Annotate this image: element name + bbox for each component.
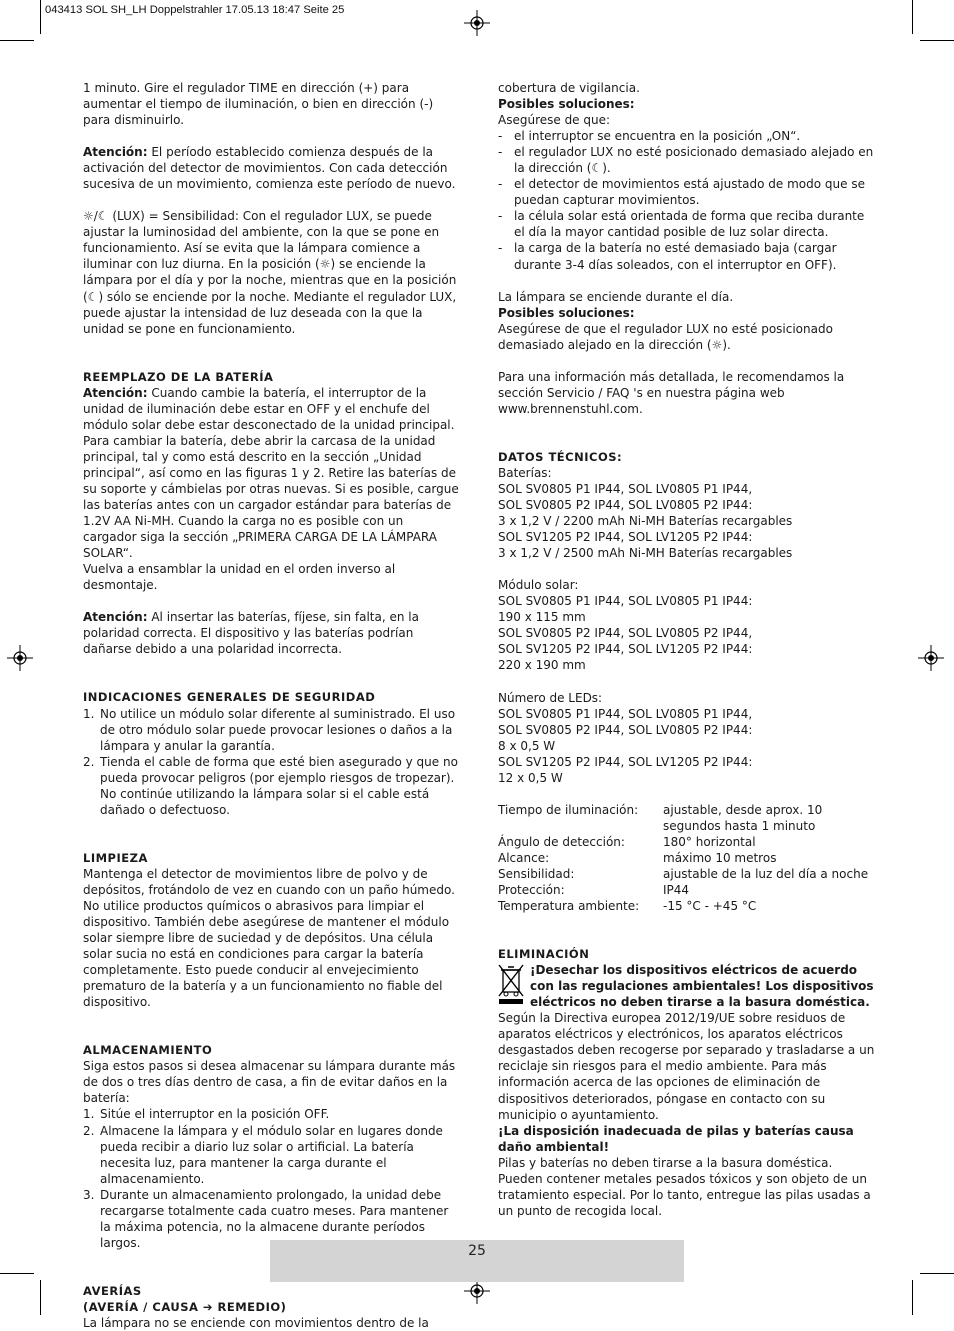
list-number: 1.: [83, 706, 95, 721]
paragraph: La lámpara se enciende durante el día.: [498, 289, 734, 304]
spec-line: SOL SV0805 P1 IP44, SOL LV0805 P1 IP44,: [498, 706, 753, 721]
spec-line: SOL SV0805 P2 IP44, SOL LV0805 P2 IP44:: [498, 498, 753, 513]
paragraph: Asegúrese de que:: [498, 113, 611, 128]
list-text: el regulador LUX no esté posicionado demasiado alejado en la dirección (☾).: [514, 145, 874, 176]
list-number: 3.: [83, 1187, 95, 1202]
list-text: el interruptor se encuentra en la posición „ON“.: [514, 129, 801, 144]
crossed-bin-icon: [498, 964, 524, 1004]
spec-row: [498, 882, 876, 898]
solutions-label: Posibles soluciones:: [498, 305, 635, 320]
spec-key: Temperatura ambiente:: [498, 899, 640, 914]
list-item: [83, 754, 459, 818]
paragraph: Pilas y baterías no deben tirarse a la basura doméstica. Pueden contener metales pesados tóxicos y son objeto de un tratamiento especial. Por lo tanto, entregue las pilas usadas a un punto de recogida local.: [498, 1155, 871, 1218]
list-dash: -: [498, 145, 503, 160]
section-heading: DATOS TÉCNICOS:: [498, 449, 623, 464]
spec-value: ajustable, desde aprox. 10 segundos hasta 1 minuto: [663, 802, 823, 833]
spec-line: 220 x 190 mm: [498, 658, 586, 673]
list-text: la carga de la batería no esté demasiado baja (cargar durante 3-4 días soleados, con el interruptor en OFF).: [514, 241, 837, 272]
spec-line: 3 x 1,2 V / 2500 mAh Ni-MH Baterías recargables: [498, 546, 793, 561]
list-number: 1.: [83, 1107, 95, 1122]
crop-mark: [40, 0, 41, 34]
registration-mark-icon: [918, 645, 944, 671]
print-slug: 043413 SOL SH_LH Doppelstrahler 17.05.13 18:47 Seite 25: [45, 4, 345, 16]
list-text: el detector de movimientos está ajustado de modo que se puedan capturar movimientos.: [514, 177, 865, 208]
paragraph: Según la Directiva europea 2012/19/UE sobre residuos de aparatos eléctricos y electrónicos, los aparatos eléctricos desgastados deben recogerse por separado y trasladarse a un reciclaje sin riesgos para el medio ambiente. Para más información acerca de las opciones de eliminación de dispositivos deteriorados, póngase en contacto con su municipio o ayuntamiento.: [498, 1011, 875, 1122]
spec-line: 3 x 1,2 V / 2200 mAh Ni-MH Baterías recargables: [498, 514, 793, 529]
page-number: 25: [468, 1243, 486, 1259]
registration-mark-icon: [464, 10, 490, 36]
paragraph: [83, 385, 459, 562]
spec-line: Número de LEDs:: [498, 690, 603, 705]
section-heading: LIMPIEZA: [83, 850, 148, 865]
spec-line: SOL SV1205 P2 IP44, SOL LV1205 P2 IP44:: [498, 642, 753, 657]
footer-band: [270, 1240, 684, 1282]
list-text: No utilice un módulo solar diferente al suministrado. El uso de otro módulo solar puede provocar lesiones o daños a la lámpara y anular la garantía.: [100, 706, 456, 753]
spec-key: Protección:: [498, 883, 565, 898]
list-item: [83, 706, 459, 754]
paragraph: Para una información más detallada, le recomendamos la sección Servicio / FAQ 's en nuestra página web www.brennenstuhl.com.: [498, 369, 845, 416]
spec-row: [498, 866, 876, 882]
spec-row: [498, 834, 876, 850]
list-number: 2.: [83, 1123, 95, 1138]
crop-mark: [920, 1273, 954, 1274]
battery-warning: ¡La disposición inadecuada de pilas y baterías causa daño ambiental!: [498, 1123, 854, 1154]
list-dash: -: [498, 241, 503, 256]
attention-label: Atención:: [83, 145, 148, 160]
paragraph-text: Al insertar las baterías, fíjese, sin falta, en la polaridad correcta. El dispositivo y las baterías podrían dañarse debido a una polaridad incorrecta.: [83, 610, 419, 657]
list-item: [83, 1106, 459, 1122]
paragraph: Asegúrese de que el regulador LUX no esté posicionado demasiado alejado en la dirección (☼).: [498, 321, 833, 352]
spec-line: SOL SV0805 P2 IP44, SOL LV0805 P2 IP44:: [498, 722, 753, 737]
right-column: [498, 80, 876, 1219]
spec-value: 180° horizontal: [663, 834, 756, 849]
crop-mark: [912, 0, 913, 34]
registration-mark-icon: [7, 645, 33, 671]
list-item: [498, 176, 876, 208]
paragraph: 1 minuto. Gire el regulador TIME en dirección (+) para aumentar el tiempo de iluminación, o bien en dirección (-) para disminuirlo.: [83, 81, 434, 128]
list-item: [498, 208, 876, 240]
spec-value: -15 °C - +45 °C: [663, 899, 757, 914]
section-heading: ALMACENAMIENTO: [83, 1043, 213, 1058]
solutions-label: Posibles soluciones:: [498, 97, 635, 112]
spec-line: SOL SV0805 P1 IP44, SOL LV0805 P1 IP44,: [498, 481, 753, 496]
paragraph: cobertura de vigilancia.: [498, 81, 640, 95]
storage-list: [83, 1106, 459, 1250]
spec-line: SOL SV0805 P2 IP44, SOL LV0805 P2 IP44,: [498, 626, 753, 641]
crop-mark: [0, 1273, 34, 1274]
disposal-warning: ¡Desechar los dispositivos eléctricos de acuerdo con las regulaciones ambientales! Los dispositivos eléctricos no deben tirarse a la basura doméstica.: [530, 963, 874, 1010]
section-heading: ELIMINACIÓN: [498, 947, 590, 962]
paragraph: [83, 609, 459, 657]
crop-mark: [912, 1280, 913, 1315]
paragraph: Vuelva a ensamblar la unidad en el orden inverso al desmontaje.: [83, 562, 396, 593]
spec-value: ajustable de la luz del día a noche: [663, 866, 869, 881]
spec-key: Sensibilidad:: [498, 866, 575, 881]
paragraph: Mantenga el detector de movimientos libre de polvo y de depósitos, frotándolo de vez en cuando con un paño húmedo. No utilice productos químicos o abrasivos para limpiar el dispositivo. También debe asegúrese de mantener el módulo solar siempre libre de suciedad y de depósitos. Una célula solar sucia no está en condiciones para cargar la batería completamente. Esto puede conducir al envejecimiento prematuro de la batería y a un funcionamiento no fiable del dispositivo.: [83, 866, 455, 1010]
paragraph: Siga estos pasos si desea almacenar su lámpara durante más de dos o tres días dentro de casa, a fin de evitar daños en la batería:: [83, 1059, 456, 1106]
list-item: [83, 1123, 459, 1187]
spec-line: SOL SV1205 P2 IP44, SOL LV1205 P2 IP44:: [498, 530, 753, 545]
spec-line: 12 x 0,5 W: [498, 770, 563, 785]
list-dash: -: [498, 209, 503, 224]
safety-list: [83, 706, 459, 818]
attention-label: Atención:: [83, 385, 148, 400]
list-text: Sitúe el interruptor en la posición OFF.: [100, 1107, 330, 1122]
section-heading: INDICACIONES GENERALES DE SEGURIDAD: [83, 690, 376, 705]
list-text: Almacene la lámpara y el módulo solar en lugares donde pueda recibir a diario luz solar o artificial. La batería necesita luz, para mantener la carga durante el almacenamiento.: [100, 1123, 443, 1186]
list-dash: -: [498, 129, 503, 144]
list-text: Durante un almacenamiento prolongado, la unidad debe recargarse totalmente cada cuatro meses. Para mantener la máxima potencia, no la almacene durante períodos largos.: [100, 1187, 449, 1250]
attention-label: Atención:: [83, 610, 148, 625]
left-column: [83, 80, 459, 1331]
paragraph: [83, 144, 459, 192]
spec-value: IP44: [663, 883, 690, 898]
spec-line: SOL SV0805 P1 IP44, SOL LV0805 P1 IP44:: [498, 594, 753, 609]
spec-key: Alcance:: [498, 850, 550, 865]
section-heading: REEMPLAZO DE LA BATERÍA: [83, 369, 274, 384]
list-text: Tienda el cable de forma que esté bien asegurado y que no pueda provocar peligros (por ejemplo riesgos de tropezar). No continúe utilizando la lámpara solar si el cable está dañado o defectuoso.: [100, 754, 458, 817]
list-text: la célula solar está orientada de forma que reciba durante el día la mayor cantidad posible de luz solar directa.: [514, 209, 865, 240]
section-subheading: (AVERÍA / CAUSA ➔ REMEDIO): [83, 1299, 287, 1314]
paragraph-text: El período establecido comienza después de la activación del detector de movimientos. Con cada detección sucesiva de un movimiento, comienza este período de nuevo.: [83, 145, 456, 192]
spec-key: Tiempo de iluminación:: [498, 802, 639, 817]
list-dash: -: [498, 177, 503, 192]
spec-line: SOL SV1205 P2 IP44, SOL LV1205 P2 IP44:: [498, 754, 753, 769]
spec-row: [498, 850, 876, 866]
list-item: [498, 128, 876, 144]
spec-key: Ángulo de detección:: [498, 834, 625, 849]
crop-mark: [0, 40, 34, 41]
paragraph-text: Cuando cambie la batería, el interruptor de la unidad de iluminación debe estar en OFF y el enchufe del módulo solar debe estar desconectado de la unidad principal. Para cambiar la batería, debe abrir la carcasa de la unidad principal, tal y como está descrito en la sección „Unidad principal“, así como en las figuras 1 y 2. Retire las baterías de su soporte y cámbielas por otras nuevas. Si es posible, cargue las baterías antes con un cargador estándar para baterías de 1.2V AA Ni-MH. Cuando la carga no es posible con un cargador siga la sección „PRIMERA CARGA DE LA LÁMPARA SOLAR“.: [83, 385, 459, 561]
paragraph: La lámpara no se enciende con movimientos dentro de la: [83, 1316, 429, 1330]
spec-line: 190 x 115 mm: [498, 610, 586, 625]
spec-line: 8 x 0,5 W: [498, 738, 556, 753]
spec-line: Módulo solar:: [498, 578, 579, 593]
list-number: 2.: [83, 754, 95, 769]
spec-value: máximo 10 metros: [663, 850, 777, 865]
spec-line: Baterías:: [498, 465, 552, 480]
spec-row: [498, 898, 876, 914]
check-list: [498, 128, 876, 272]
section-heading: AVERÍAS: [83, 1283, 142, 1298]
crop-mark: [920, 40, 954, 41]
spec-row: [498, 802, 876, 834]
weee-notice: [498, 962, 876, 1010]
list-item: [498, 240, 876, 272]
crop-mark: [40, 1280, 41, 1315]
list-item: [498, 144, 876, 176]
paragraph: ☼/☾ (LUX) = Sensibilidad: Con el regulador LUX, se puede ajustar la luminosidad del ambiente, con la que se pone en funcionamiento. Así se evita que la lámpara comience a iluminar con luz diurna. En la posición (☼) se enciende la lámpara por el día y por la noche, mientras que en la posición (☾) sólo se enciende por la noche. Mediante el regulador LUX, puede ajustar la intensidad de luz deseada con la que la unidad se pone en funcionamiento.: [83, 209, 457, 336]
